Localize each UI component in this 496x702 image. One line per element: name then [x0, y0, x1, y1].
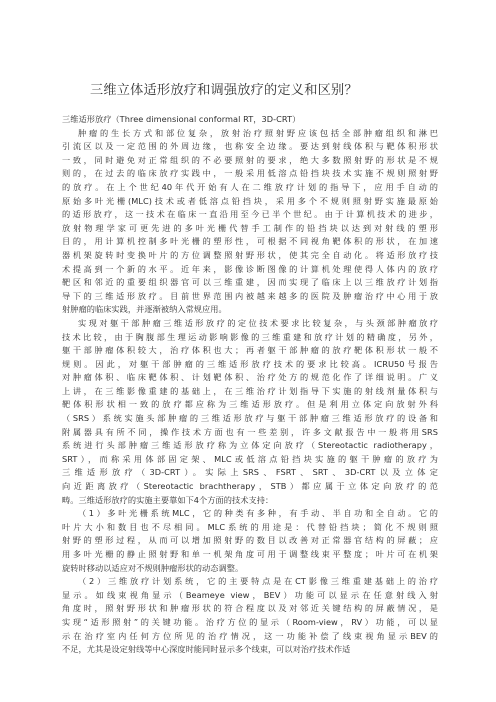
- text-line: 三维适形放疗（3D-CRT）。实际上SRS、FSRT、SRT、3D-CRT以及立体定: [62, 467, 438, 478]
- text-line: 则的，在过去的临床放疗实践中，一般采用低溶点铅挡块技术实施不规则照射野: [62, 168, 438, 179]
- text-line: 显示。如线束视角显示（Beameye view，BEV）功能可以显示在任意射线入射: [62, 589, 438, 600]
- text-line: 射野的塑形过程，从而可以增加照射野的数目以改善对正常器官结构的屏蔽；应: [62, 535, 438, 546]
- text-line: 对肿瘤体积、临床靶体积、计划靶体积、治疗处方的规范化作了详细说明。广义: [62, 372, 438, 383]
- text-line: 靶区和邻近的重要组织器官可以三维重建，因而实现了临床上以三维放疗计划指: [62, 277, 438, 288]
- text-line: 放射物理学家可更先进的多叶光栅代替手工制作的铅挡块以达到对射线的塑形: [62, 222, 438, 233]
- text-line: 躯干部肿瘤体积较大，治疗体积也大；再者躯干部肿瘤的放疗靶体积形状一般不: [62, 345, 438, 356]
- text-line: 一致，同时避免对正常组织的不必要照射的要求，绝大多数照射野的形状是不规: [62, 154, 438, 165]
- text-line: 叶片大小和数目也不尽相同。MLC系统的用途是：代替铅挡块；简化不规则照: [62, 521, 438, 532]
- text-line: 向近距离放疗（Stereotactic brachtherapy，STB）都应属于立体定向放疗的范: [62, 481, 438, 492]
- text-line: （SRS）系统实施头部肿瘤的三维适形放疗与躯干部肿瘤三维适形放疗的设备和: [62, 413, 438, 424]
- text-line: 角度时，照射野形状和肿瘤形状的符合程度以及对邻近关键结构的屏蔽情况，是: [62, 603, 438, 614]
- text-line: 旋转时移动以适应对不规则肿瘤形状的动态调整。: [62, 562, 244, 573]
- text-line: 导下的三维适形放疗。目前世界范围内被越来越多的医院及肿瘤治疗中心用于放: [62, 290, 438, 301]
- document-title: 三维立体适形放疗和调强放疗的定义和区别？: [90, 83, 358, 98]
- text-line: 引流区以及一定范围的外周边缘，也称安全边缘。要达到射线体积与靶体积形状: [62, 141, 438, 152]
- text-line: 器机架旋转时变换叶片的方位调整照射野形状，使其完全自动化。将适形放疗技: [62, 249, 438, 260]
- text-line: （2）三维放疗计划系统，它的主要特点是在CT影像三维重建基础上的治疗: [78, 576, 438, 587]
- text-line: 技术比较，由于胸腹部生理运动影响影像的三维重建和放疗计划的精确度，另外，: [62, 331, 438, 342]
- text-line: 肿瘤的生长方式和部位复杂，放射治疗照射野应该包括全部肿瘤组织和淋巴: [78, 127, 438, 138]
- text-line: 三维适形放疗（Three dimensional conformal RT，3D-CRT）: [62, 114, 301, 124]
- text-line: 附属器具有所不同，操作技术方面也有一些差别，许多文献报告中一般将用SRS: [62, 426, 438, 437]
- text-line: 的适形放疗，这一技术在临床一直沿用至今已半个世纪。由于计算机技术的进步，: [62, 209, 438, 220]
- text-line: 术提高到一个新的水平。近年来，影像诊断图像的计算机处理使得人体内的放疗: [62, 263, 438, 274]
- text-line: 原始多叶光栅(MLC)技术或者低溶点铅挡块，采用多个不规则照射野实施最原始: [62, 195, 438, 206]
- text-line: 目的，用计算机控制多叶光栅的塑形性，可根据不同视角靶体积的形状，在加速: [62, 236, 438, 247]
- text-line: SRT），而称采用体部固定架、MLC或低溶点铅挡块实施的躯干肿瘤的放疗为: [62, 453, 438, 464]
- text-line: 系统进行头部肿瘤三维适形放疗称为立体定向放疗（Stereotactic radiotherapy，: [62, 440, 438, 451]
- text-line: 靶体积形状相一致的放疗都应称为三维适形放疗。但是利用立体定向放射外科: [62, 399, 438, 410]
- text-line: 实现“适形照射”的关键功能。治疗方位的显示（Room-view，RV）功能，可以显: [62, 616, 438, 627]
- text-line: （1）多叶光栅系统MLC，它的种类有多种，有手动、半自功和全自动。它的: [78, 508, 438, 519]
- text-line: 不足，尤其是设定射线等中心深度时能同时显示多个线束，可以对治疗技术作适: [62, 644, 351, 655]
- text-line: 的放疗。在上个世纪40年代开始有人在二维放疗计划的指导下，应用手自动的: [62, 181, 438, 192]
- text-line: 畴。三维适形放疗的实施主要靠如下4个方面的技术支持：: [62, 494, 274, 505]
- text-line: 用多叶光栅的静止照射野和单一机架角度可用于调整线束平整度；叶片可在机架: [62, 549, 438, 559]
- text-line: 射肿瘤的临床实践，并逐渐被纳入常规应用。: [62, 304, 227, 315]
- text-line: 规则。因此，对躯干部肿瘤的三维适形放疗技术的要求比较高。ICRU50号报告: [62, 358, 438, 369]
- text-line: 上讲，在三维影像重建的基础上，在三维治疗计划指导下实施的射线剂量体积与: [62, 385, 438, 396]
- text-line: 示在治疗室内任何方位所见的治疗情况，这一功能补偿了线束视角显示BEV的: [62, 630, 438, 641]
- document-body: [62, 113, 438, 657]
- text-line: 实现对躯干部肿瘤三维适形放疗的定位技术要求比较复杂，与头颈部肿瘤放疗: [78, 317, 438, 328]
